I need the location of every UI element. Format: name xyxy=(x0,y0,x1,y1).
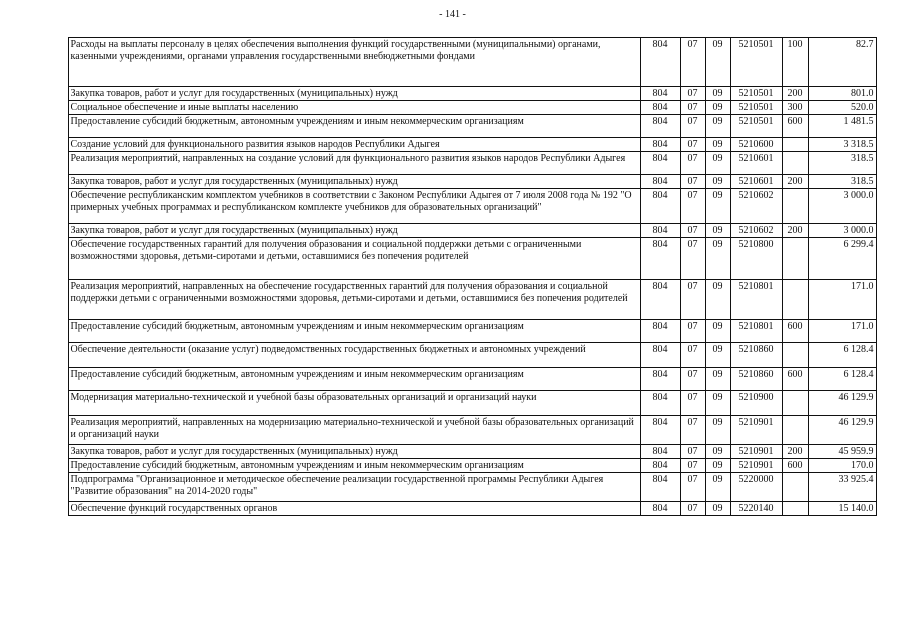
row-ministry: 804 xyxy=(640,502,680,516)
row-ministry: 804 xyxy=(640,189,680,224)
row-amount: 170.0 xyxy=(808,459,876,473)
row-amount: 45 959.9 xyxy=(808,445,876,459)
row-section: 07 xyxy=(680,87,705,101)
row-spacer xyxy=(50,368,68,391)
row-article: 5220140 xyxy=(730,502,782,516)
table-row xyxy=(50,473,876,502)
row-section: 07 xyxy=(680,343,705,368)
row-expense-type: 600 xyxy=(782,320,808,343)
row-article: 5220000 xyxy=(730,473,782,502)
table-row xyxy=(50,101,876,115)
row-subsection: 09 xyxy=(705,445,730,459)
row-article: 5210901 xyxy=(730,445,782,459)
row-expense-type xyxy=(782,416,808,445)
row-name: Расходы на выплаты персоналу в целях обеспечения выполнения функций государственными (муниципальными) органами, казенными учреждениями, органами управления государственными внебюджетными фондами xyxy=(68,38,640,87)
row-spacer xyxy=(50,502,68,516)
row-subsection: 09 xyxy=(705,459,730,473)
row-spacer xyxy=(50,115,68,138)
row-expense-type xyxy=(782,280,808,320)
row-amount: 6 128.4 xyxy=(808,368,876,391)
row-amount: 3 318.5 xyxy=(808,138,876,152)
row-expense-type xyxy=(782,138,808,152)
row-name: Реализация мероприятий, направленных на обеспечение государственных гарантий для получения образования и социальной поддержки детьми с ограниченными возможностями здоровья, детьми-сиротами и детьми, оставшимися без попечения родителей xyxy=(68,280,640,320)
row-amount: 46 129.9 xyxy=(808,391,876,416)
row-spacer xyxy=(50,38,68,87)
row-amount: 6 299.4 xyxy=(808,238,876,280)
row-name: Закупка товаров, работ и услуг для государственных (муниципальных) нужд xyxy=(68,175,640,189)
row-ministry: 804 xyxy=(640,473,680,502)
row-section: 07 xyxy=(680,38,705,87)
row-name: Обеспечение государственных гарантий для получения образования и социальной поддержки детьми с ограниченными возможностями здоровья, детьми-сиротами и детьми, оставшимися без попечения родителей xyxy=(68,238,640,280)
row-spacer xyxy=(50,189,68,224)
row-ministry: 804 xyxy=(640,391,680,416)
row-spacer xyxy=(50,224,68,238)
row-subsection: 09 xyxy=(705,343,730,368)
row-article: 5210501 xyxy=(730,115,782,138)
table-row xyxy=(50,138,876,152)
table-row xyxy=(50,238,876,280)
row-expense-type xyxy=(782,391,808,416)
row-article: 5210801 xyxy=(730,280,782,320)
row-section: 07 xyxy=(680,138,705,152)
row-section: 07 xyxy=(680,189,705,224)
row-article: 5210900 xyxy=(730,391,782,416)
row-name: Подпрограмма "Организационное и методическое обеспечение реализации государственной программы Республики Адыгея "Развитие образования" на 2014-2020 годы" xyxy=(68,473,640,502)
row-ministry: 804 xyxy=(640,416,680,445)
row-ministry: 804 xyxy=(640,368,680,391)
row-amount: 6 128.4 xyxy=(808,343,876,368)
row-name: Закупка товаров, работ и услуг для государственных (муниципальных) нужд xyxy=(68,445,640,459)
row-spacer xyxy=(50,320,68,343)
row-name: Предоставление субсидий бюджетным, автономным учреждениям и иным некоммерческим организациям xyxy=(68,368,640,391)
row-section: 07 xyxy=(680,473,705,502)
row-name: Создание условий для функционального развития языков народов Республики Адыгея xyxy=(68,138,640,152)
row-section: 07 xyxy=(680,175,705,189)
row-name: Закупка товаров, работ и услуг для государственных (муниципальных) нужд xyxy=(68,224,640,238)
row-article: 5210501 xyxy=(730,87,782,101)
row-section: 07 xyxy=(680,445,705,459)
table-row xyxy=(50,189,876,224)
row-name: Социальное обеспечение и иные выплаты населению xyxy=(68,101,640,115)
row-article: 5210601 xyxy=(730,175,782,189)
row-expense-type xyxy=(782,152,808,175)
row-section: 07 xyxy=(680,115,705,138)
table-row xyxy=(50,320,876,343)
row-name: Обеспечение республиканским комплектом учебников в соответствии с Законом Республики Адыгея от 7 июля 2008 года № 192 "О примерных учебных программах и республиканском комплекте учебников для образовательных организаций" xyxy=(68,189,640,224)
row-section: 07 xyxy=(680,320,705,343)
row-article: 5210860 xyxy=(730,343,782,368)
row-expense-type xyxy=(782,473,808,502)
row-article: 5210801 xyxy=(730,320,782,343)
row-subsection: 09 xyxy=(705,368,730,391)
row-expense-type: 100 xyxy=(782,38,808,87)
row-section: 07 xyxy=(680,224,705,238)
row-amount: 82.7 xyxy=(808,38,876,87)
row-subsection: 09 xyxy=(705,502,730,516)
row-spacer xyxy=(50,459,68,473)
row-subsection: 09 xyxy=(705,87,730,101)
row-subsection: 09 xyxy=(705,101,730,115)
row-section: 07 xyxy=(680,391,705,416)
row-ministry: 804 xyxy=(640,224,680,238)
row-spacer xyxy=(50,138,68,152)
row-ministry: 804 xyxy=(640,445,680,459)
row-article: 5210901 xyxy=(730,416,782,445)
row-section: 07 xyxy=(680,280,705,320)
row-name: Предоставление субсидий бюджетным, автономным учреждениям и иным некоммерческим организациям xyxy=(68,459,640,473)
table-row xyxy=(50,502,876,516)
row-spacer xyxy=(50,280,68,320)
row-name: Обеспечение функций государственных органов xyxy=(68,502,640,516)
row-amount: 15 140.0 xyxy=(808,502,876,516)
row-spacer xyxy=(50,473,68,502)
table-row xyxy=(50,224,876,238)
row-expense-type: 200 xyxy=(782,445,808,459)
row-name: Предоставление субсидий бюджетным, автономным учреждениям и иным некоммерческим организациям xyxy=(68,320,640,343)
row-section: 07 xyxy=(680,368,705,391)
table-row xyxy=(50,152,876,175)
row-ministry: 804 xyxy=(640,87,680,101)
row-spacer xyxy=(50,101,68,115)
row-subsection: 09 xyxy=(705,416,730,445)
row-subsection: 09 xyxy=(705,238,730,280)
row-subsection: 09 xyxy=(705,175,730,189)
row-name: Обеспечение деятельности (оказание услуг) подведомственных государственных бюджетных и автономных учреждений xyxy=(68,343,640,368)
row-amount: 520.0 xyxy=(808,101,876,115)
row-amount: 171.0 xyxy=(808,280,876,320)
row-ministry: 804 xyxy=(640,152,680,175)
row-amount: 3 000.0 xyxy=(808,224,876,238)
row-expense-type: 600 xyxy=(782,115,808,138)
table-row xyxy=(50,38,876,87)
row-ministry: 804 xyxy=(640,175,680,189)
row-ministry: 804 xyxy=(640,320,680,343)
row-name: Закупка товаров, работ и услуг для государственных (муниципальных) нужд xyxy=(68,87,640,101)
table-row xyxy=(50,115,876,138)
row-spacer xyxy=(50,175,68,189)
row-subsection: 09 xyxy=(705,280,730,320)
table-row xyxy=(50,343,876,368)
table-row xyxy=(50,391,876,416)
table-row xyxy=(50,280,876,320)
table-row xyxy=(50,416,876,445)
table-row xyxy=(50,445,876,459)
row-spacer xyxy=(50,391,68,416)
row-subsection: 09 xyxy=(705,138,730,152)
row-ministry: 804 xyxy=(640,459,680,473)
row-article: 5210602 xyxy=(730,224,782,238)
row-article: 5210600 xyxy=(730,138,782,152)
row-article: 5210501 xyxy=(730,38,782,87)
row-section: 07 xyxy=(680,416,705,445)
budget-table xyxy=(50,37,877,516)
row-ministry: 804 xyxy=(640,343,680,368)
row-amount: 318.5 xyxy=(808,152,876,175)
row-amount: 3 000.0 xyxy=(808,189,876,224)
row-expense-type xyxy=(782,189,808,224)
row-ministry: 804 xyxy=(640,101,680,115)
row-amount: 46 129.9 xyxy=(808,416,876,445)
row-section: 07 xyxy=(680,152,705,175)
row-subsection: 09 xyxy=(705,152,730,175)
row-spacer xyxy=(50,238,68,280)
row-subsection: 09 xyxy=(705,391,730,416)
row-ministry: 804 xyxy=(640,238,680,280)
row-amount: 318.5 xyxy=(808,175,876,189)
row-subsection: 09 xyxy=(705,224,730,238)
row-expense-type: 200 xyxy=(782,87,808,101)
row-amount: 171.0 xyxy=(808,320,876,343)
row-spacer xyxy=(50,87,68,101)
row-spacer xyxy=(50,343,68,368)
row-expense-type xyxy=(782,502,808,516)
row-expense-type xyxy=(782,238,808,280)
row-article: 5210602 xyxy=(730,189,782,224)
row-article: 5210860 xyxy=(730,368,782,391)
row-article: 5210800 xyxy=(730,238,782,280)
row-subsection: 09 xyxy=(705,320,730,343)
row-name: Модернизация материально-технической и учебной базы образовательных организаций и организаций науки xyxy=(68,391,640,416)
row-expense-type: 200 xyxy=(782,175,808,189)
page-number: - 141 - xyxy=(439,9,466,20)
row-amount: 1 481.5 xyxy=(808,115,876,138)
row-name: Реализация мероприятий, направленных на модернизацию материально-технической и учебной базы образовательных организаций и организаций науки xyxy=(68,416,640,445)
row-spacer xyxy=(50,416,68,445)
table-body xyxy=(50,38,876,516)
row-expense-type: 600 xyxy=(782,459,808,473)
row-subsection: 09 xyxy=(705,473,730,502)
row-section: 07 xyxy=(680,101,705,115)
table-row xyxy=(50,87,876,101)
row-article: 5210601 xyxy=(730,152,782,175)
row-expense-type xyxy=(782,343,808,368)
row-expense-type: 200 xyxy=(782,224,808,238)
row-ministry: 804 xyxy=(640,138,680,152)
row-spacer xyxy=(50,445,68,459)
row-subsection: 09 xyxy=(705,115,730,138)
row-amount: 801.0 xyxy=(808,87,876,101)
row-article: 5210501 xyxy=(730,101,782,115)
table-row xyxy=(50,368,876,391)
row-ministry: 804 xyxy=(640,280,680,320)
row-expense-type: 600 xyxy=(782,368,808,391)
row-article: 5210901 xyxy=(730,459,782,473)
row-expense-type: 300 xyxy=(782,101,808,115)
row-ministry: 804 xyxy=(640,38,680,87)
table-row xyxy=(50,175,876,189)
row-spacer xyxy=(50,152,68,175)
row-amount: 33 925.4 xyxy=(808,473,876,502)
table-row xyxy=(50,459,876,473)
row-ministry: 804 xyxy=(640,115,680,138)
row-subsection: 09 xyxy=(705,189,730,224)
row-section: 07 xyxy=(680,502,705,516)
row-name: Предоставление субсидий бюджетным, автономным учреждениям и иным некоммерческим организациям xyxy=(68,115,640,138)
row-section: 07 xyxy=(680,238,705,280)
row-name: Реализация мероприятий, направленных на создание условий для функционального развития языков народов Республики Адыгея xyxy=(68,152,640,175)
row-section: 07 xyxy=(680,459,705,473)
row-subsection: 09 xyxy=(705,38,730,87)
